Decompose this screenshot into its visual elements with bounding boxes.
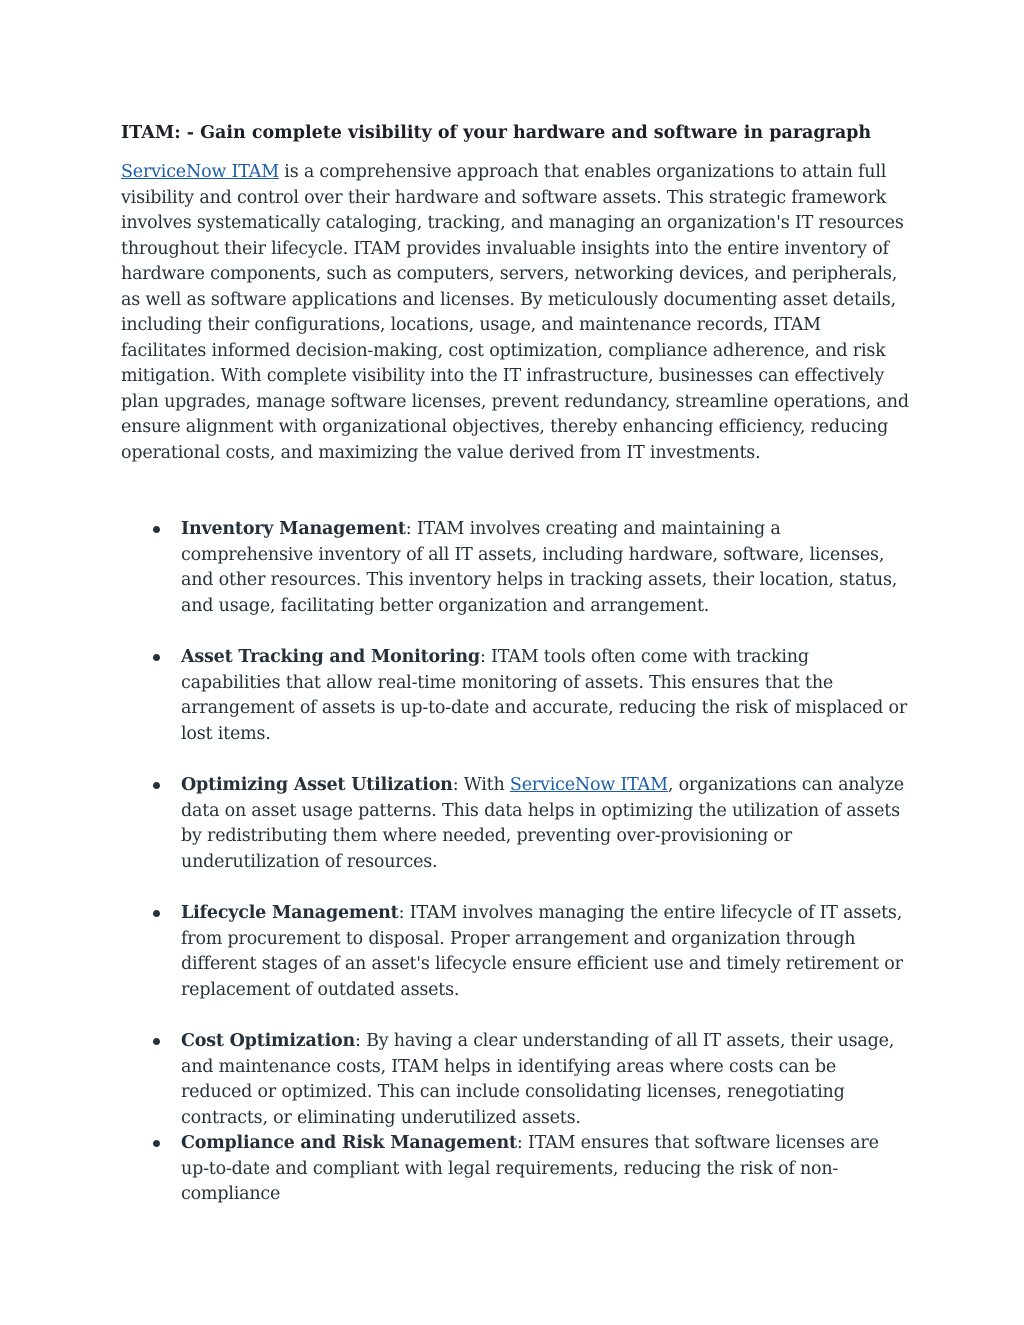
feature-list [121,517,911,1208]
page-title: ITAM: - Gain complete visibility of your hardware and software in paragraph [121,123,872,143]
bullet-icon [153,654,160,661]
bullet-icon [153,526,160,533]
bullet-text: , organizations can analyze data on asset usage patterns. This data helps in optimizing the utilization of assets by redistributing them where needed, preventing over-provisioning or underutilization of resources. [181,775,904,872]
bullet-icon [153,1140,160,1147]
bullet-icon [153,1038,160,1045]
list-item-lifecycle-management [121,901,911,1003]
servicenow-itam-link[interactable]: ServiceNow ITAM [509,775,668,795]
bullet-icon [153,782,160,789]
bullet-text: : ITAM tools often come with tracking capabilities that allow real-time monitoring of assets. This ensures that the arrangement of assets is up-to-date and accurate, reducing the risk of misplaced or lost items. [181,647,907,744]
bullet-pre-link: : With [452,775,510,795]
bullet-text: : ITAM ensures that software licenses are up-to-date and compliant with legal requirements, reducing the risk of non-compliance [181,1133,879,1204]
list-item-inventory-management [121,517,911,619]
bullet-heading: Inventory Management [181,519,406,539]
intro-text: is a comprehensive approach that enables organizations to attain full visibility and control over their hardware and software assets. This strategic framework involves systematically cataloging, tracking, and managing an organization's IT resources throughout their lifecycle. ITAM provides invaluable insights into the entire inventory of hardware components, such as computers, servers, networking devices, and peripherals, as well as software applications and licenses. By meticulously documenting asset details, including their configurations, locations, usage, and maintenance records, ITAM facilitates informed decision-making, cost optimization, compliance adherence, and risk mitigation. With complete visibility into the IT infrastructure, businesses can effectively plan upgrades, manage software licenses, prevent redundancy, streamline operations, and ensure alignment with organizational objectives, thereby enhancing efficiency, reducing operational costs, and maximizing the value derived from IT investments. [121,162,909,463]
bullet-icon [153,910,160,917]
document-content [121,119,911,466]
bullet-heading: Cost Optimization [181,1031,356,1051]
bullet-heading: Compliance and Risk Management [181,1133,517,1153]
list-item-optimizing-utilization [121,773,911,875]
servicenow-itam-link[interactable]: ServiceNow ITAM [121,162,279,182]
intro-paragraph [121,160,911,466]
bullet-text: : ITAM involves creating and maintaining a comprehensive inventory of all IT assets, including hardware, software, licenses, and other resources. This inventory helps in tracking assets, their location, status, and usage, facilitating better organization and arrangement. [181,519,898,616]
list-item-asset-tracking [121,645,911,747]
bullet-text: : By having a clear understanding of all IT assets, their usage, and maintenance costs, ITAM helps in identifying areas where costs can be reduced or optimized. This can include consolidating licenses, renegotiating contracts, or eliminating underutilized assets. [181,1031,895,1128]
bullet-heading: Lifecycle Management [181,903,399,923]
bullet-heading: Asset Tracking and Monitoring [181,647,480,667]
bullet-heading: Optimizing Asset Utilization [181,775,453,795]
list-item-compliance-risk [121,1131,911,1208]
bullet-text: : ITAM involves managing the entire lifecycle of IT assets, from procurement to disposal. Proper arrangement and organization through different stages of an asset's lifecycle ensure efficient use and timely retirement or replacement of outdated assets. [181,903,903,1000]
list-item-cost-optimization [121,1029,911,1131]
